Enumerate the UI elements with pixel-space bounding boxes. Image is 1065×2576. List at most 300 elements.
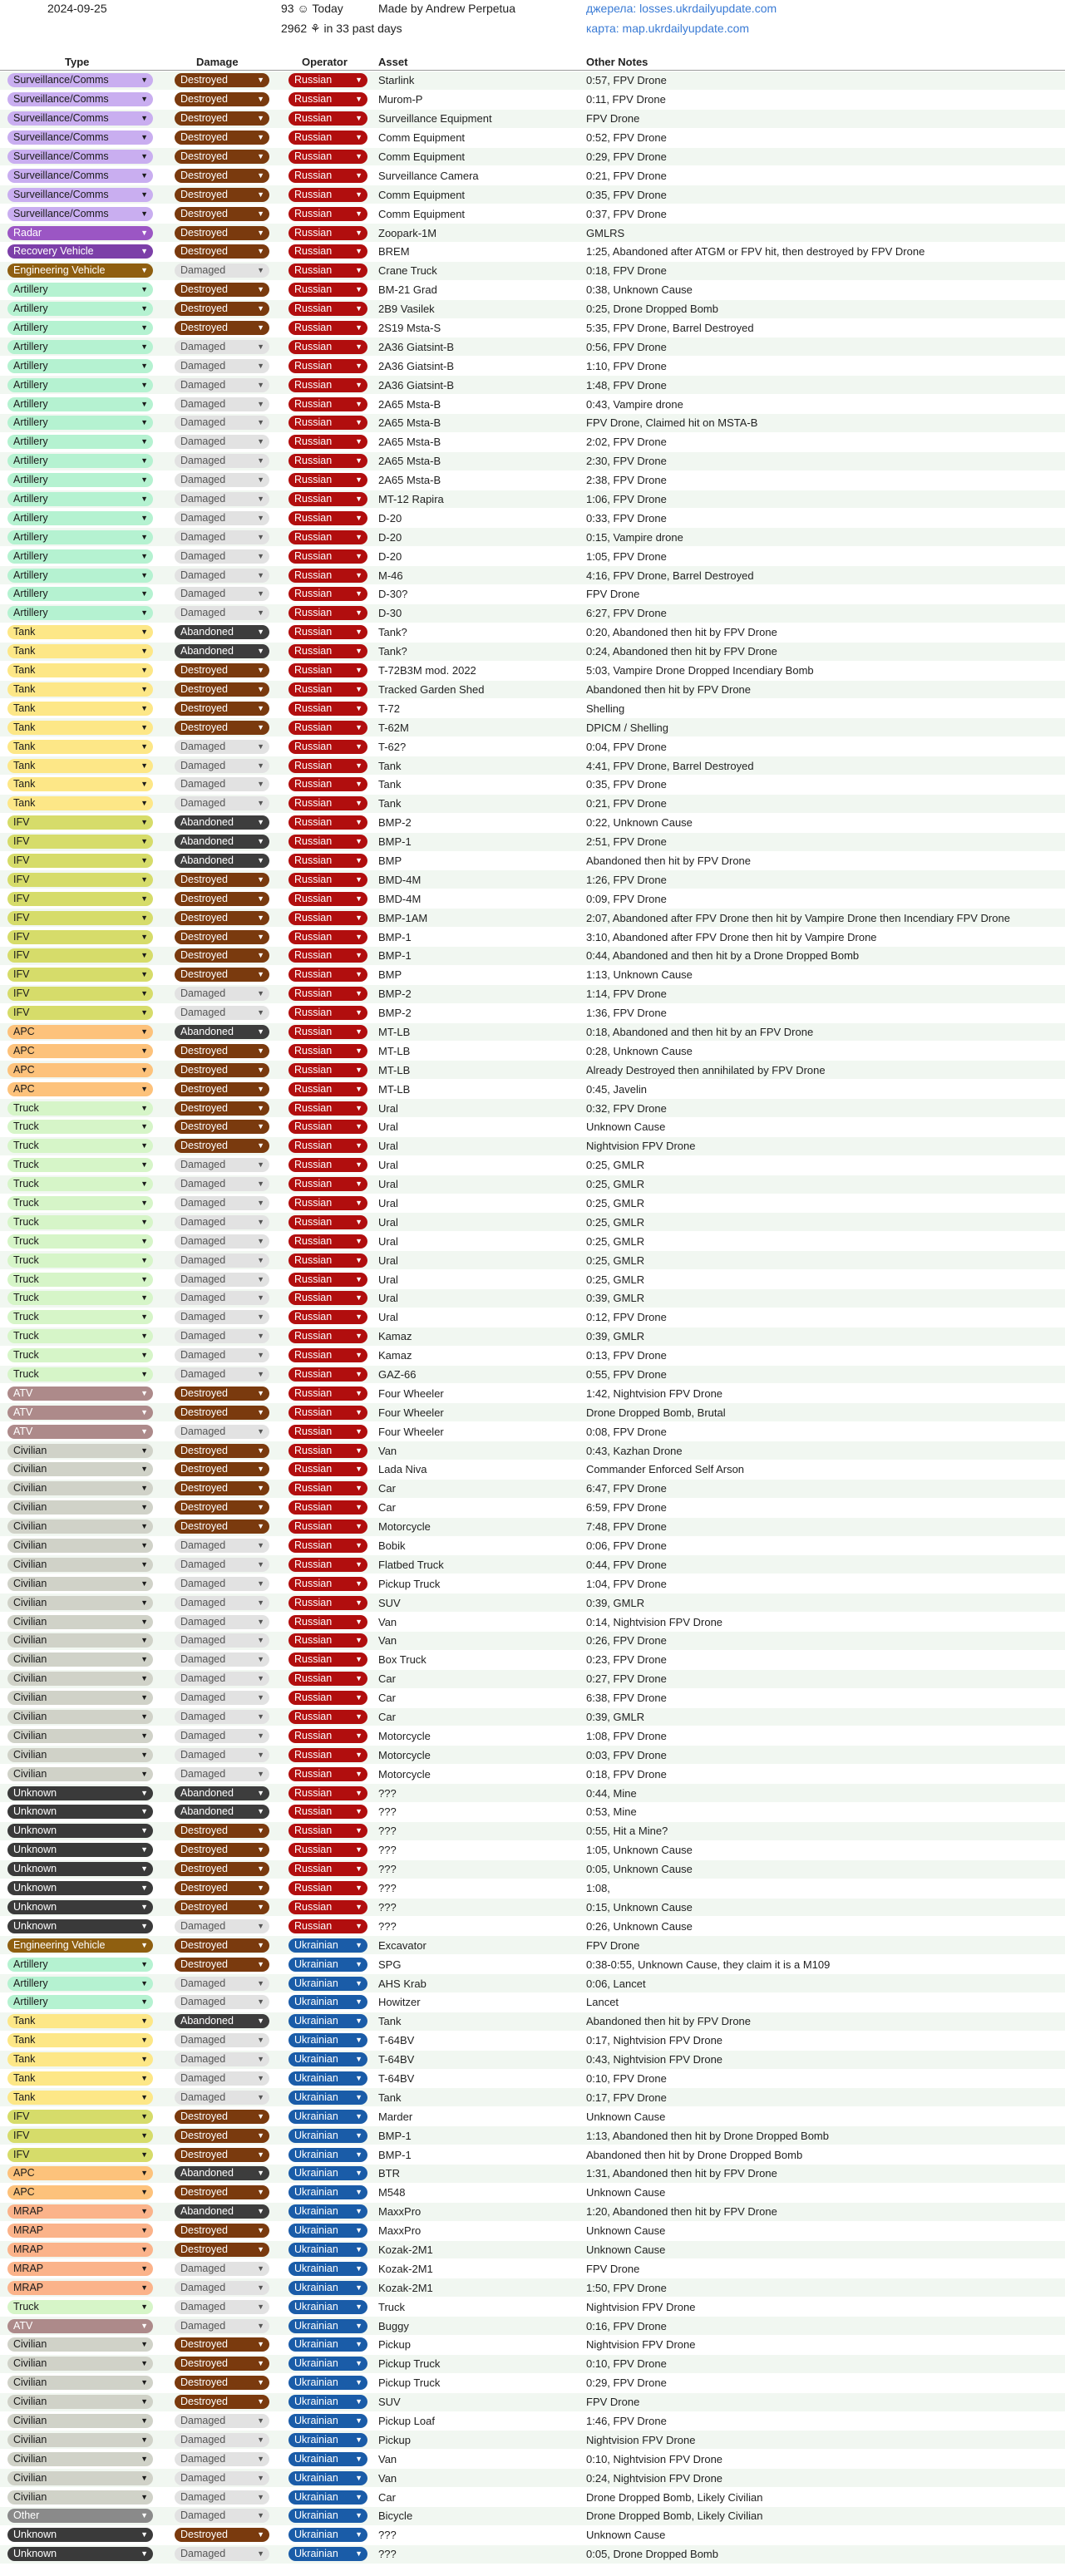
type-select[interactable]: [7, 2224, 153, 2238]
operator-select[interactable]: [288, 759, 367, 773]
operator-select[interactable]: [288, 1710, 367, 1724]
type-select[interactable]: [7, 987, 153, 1001]
damage-select[interactable]: [175, 2490, 269, 2505]
type-select[interactable]: [7, 1539, 153, 1553]
type-select[interactable]: [7, 1558, 153, 1572]
damage-select[interactable]: [175, 1234, 269, 1249]
type-select[interactable]: [7, 892, 153, 906]
operator-select[interactable]: [288, 492, 367, 506]
type-select[interactable]: [7, 302, 153, 316]
operator-select[interactable]: [288, 2509, 367, 2523]
type-select[interactable]: [7, 1158, 153, 1172]
operator-select[interactable]: [288, 2547, 367, 2561]
type-select[interactable]: [7, 1063, 153, 1077]
type-select[interactable]: [7, 1025, 153, 1039]
operator-select[interactable]: [288, 2452, 367, 2466]
operator-select[interactable]: [288, 1082, 367, 1096]
damage-select[interactable]: [175, 1672, 269, 1686]
operator-select[interactable]: [288, 1367, 367, 1382]
type-select[interactable]: [7, 721, 153, 735]
damage-select[interactable]: [175, 663, 269, 677]
operator-select[interactable]: [288, 1273, 367, 1287]
operator-select[interactable]: [288, 854, 367, 868]
damage-select[interactable]: [175, 587, 269, 601]
type-select[interactable]: [7, 169, 153, 183]
operator-select[interactable]: [288, 73, 367, 87]
damage-select[interactable]: [175, 1291, 269, 1305]
damage-select[interactable]: [175, 397, 269, 411]
damage-select[interactable]: [175, 2110, 269, 2124]
type-select[interactable]: [7, 111, 153, 126]
type-select[interactable]: [7, 1387, 153, 1401]
damage-select[interactable]: [175, 1101, 269, 1116]
damage-select[interactable]: [175, 892, 269, 906]
operator-select[interactable]: [288, 987, 367, 1001]
damage-select[interactable]: [175, 2014, 269, 2028]
damage-select[interactable]: [175, 796, 269, 810]
type-select[interactable]: [7, 2319, 153, 2333]
damage-select[interactable]: [175, 1082, 269, 1096]
type-select[interactable]: [7, 1691, 153, 1705]
operator-select[interactable]: [288, 1215, 367, 1229]
type-select[interactable]: [7, 2148, 153, 2162]
operator-select[interactable]: [288, 2433, 367, 2447]
damage-select[interactable]: [175, 1387, 269, 1401]
operator-select[interactable]: [288, 2224, 367, 2238]
type-select[interactable]: [7, 435, 153, 449]
operator-select[interactable]: [288, 1196, 367, 1210]
type-select[interactable]: [7, 1843, 153, 1857]
operator-select[interactable]: [288, 1786, 367, 1800]
type-select[interactable]: [7, 740, 153, 754]
operator-select[interactable]: [288, 740, 367, 754]
type-select[interactable]: [7, 131, 153, 145]
damage-select[interactable]: [175, 169, 269, 183]
operator-select[interactable]: [288, 1596, 367, 1610]
type-select[interactable]: [7, 777, 153, 791]
operator-select[interactable]: [288, 2185, 367, 2199]
damage-select[interactable]: [175, 1254, 269, 1268]
operator-select[interactable]: [288, 1519, 367, 1534]
damage-select[interactable]: [175, 1139, 269, 1153]
type-select[interactable]: [7, 2262, 153, 2276]
damage-select[interactable]: [175, 1691, 269, 1705]
type-select[interactable]: [7, 359, 153, 373]
type-select[interactable]: [7, 492, 153, 506]
type-select[interactable]: [7, 378, 153, 392]
type-select[interactable]: [7, 454, 153, 468]
type-select[interactable]: [7, 2110, 153, 2124]
operator-select[interactable]: [288, 1539, 367, 1553]
type-select[interactable]: [7, 930, 153, 944]
operator-select[interactable]: [288, 302, 367, 316]
operator-select[interactable]: [288, 702, 367, 716]
operator-select[interactable]: [288, 2071, 367, 2086]
type-select[interactable]: [7, 207, 153, 221]
operator-select[interactable]: [288, 2490, 367, 2505]
type-select[interactable]: [7, 663, 153, 677]
type-select[interactable]: [7, 968, 153, 982]
type-select[interactable]: [7, 1462, 153, 1476]
damage-select[interactable]: [175, 1633, 269, 1648]
operator-select[interactable]: [288, 2262, 367, 2276]
operator-select[interactable]: [288, 473, 367, 487]
operator-select[interactable]: [288, 1919, 367, 1933]
damage-select[interactable]: [175, 2204, 269, 2219]
type-select[interactable]: [7, 1196, 153, 1210]
type-select[interactable]: [7, 1425, 153, 1439]
operator-select[interactable]: [288, 264, 367, 278]
damage-select[interactable]: [175, 1843, 269, 1857]
type-select[interactable]: [7, 1291, 153, 1305]
type-select[interactable]: [7, 549, 153, 564]
damage-select[interactable]: [175, 359, 269, 373]
damage-select[interactable]: [175, 2300, 269, 2314]
type-select[interactable]: [7, 2281, 153, 2295]
damage-select[interactable]: [175, 948, 269, 963]
damage-select[interactable]: [175, 1805, 269, 1819]
operator-select[interactable]: [288, 549, 367, 564]
type-select[interactable]: [7, 92, 153, 106]
operator-select[interactable]: [288, 1406, 367, 1420]
operator-select[interactable]: [288, 2014, 367, 2028]
type-select[interactable]: [7, 1519, 153, 1534]
type-select[interactable]: [7, 1177, 153, 1191]
type-select[interactable]: [7, 2204, 153, 2219]
operator-select[interactable]: [288, 2337, 367, 2352]
type-select[interactable]: [7, 1919, 153, 1933]
damage-select[interactable]: [175, 1329, 269, 1343]
operator-select[interactable]: [288, 796, 367, 810]
type-select[interactable]: [7, 1444, 153, 1458]
operator-select[interactable]: [288, 2091, 367, 2105]
type-select[interactable]: [7, 1500, 153, 1515]
damage-select[interactable]: [175, 1120, 269, 1134]
operator-select[interactable]: [288, 1958, 367, 1972]
operator-select[interactable]: [288, 454, 367, 468]
damage-select[interactable]: [175, 854, 269, 868]
damage-select[interactable]: [175, 930, 269, 944]
operator-select[interactable]: [288, 873, 367, 887]
type-select[interactable]: [7, 1805, 153, 1819]
type-select[interactable]: [7, 1348, 153, 1362]
operator-select[interactable]: [288, 1805, 367, 1819]
type-select[interactable]: [7, 2129, 153, 2143]
damage-select[interactable]: [175, 530, 269, 544]
type-select[interactable]: [7, 2376, 153, 2390]
damage-select[interactable]: [175, 625, 269, 639]
damage-select[interactable]: [175, 264, 269, 278]
type-select[interactable]: [7, 2166, 153, 2180]
damage-select[interactable]: [175, 1881, 269, 1895]
damage-select[interactable]: [175, 1767, 269, 1781]
damage-select[interactable]: [175, 150, 269, 164]
damage-select[interactable]: [175, 873, 269, 887]
operator-select[interactable]: [288, 1120, 367, 1134]
type-select[interactable]: [7, 1633, 153, 1648]
operator-select[interactable]: [288, 283, 367, 297]
operator-select[interactable]: [288, 1900, 367, 1914]
type-select[interactable]: [7, 1958, 153, 1972]
damage-select[interactable]: [175, 244, 269, 259]
damage-select[interactable]: [175, 2414, 269, 2428]
damage-select[interactable]: [175, 1558, 269, 1572]
damage-select[interactable]: [175, 1539, 269, 1553]
type-select[interactable]: [7, 2337, 153, 2352]
damage-select[interactable]: [175, 1215, 269, 1229]
damage-select[interactable]: [175, 682, 269, 697]
operator-select[interactable]: [288, 511, 367, 525]
type-select[interactable]: [7, 1881, 153, 1895]
type-select[interactable]: [7, 606, 153, 620]
damage-select[interactable]: [175, 1938, 269, 1953]
type-select[interactable]: [7, 2185, 153, 2199]
operator-select[interactable]: [288, 1444, 367, 1458]
damage-select[interactable]: [175, 702, 269, 716]
operator-select[interactable]: [288, 1652, 367, 1667]
operator-select[interactable]: [288, 1672, 367, 1686]
type-select[interactable]: [7, 1862, 153, 1876]
type-select[interactable]: [7, 2300, 153, 2314]
operator-select[interactable]: [288, 1748, 367, 1762]
operator-select[interactable]: [288, 1234, 367, 1249]
damage-select[interactable]: [175, 1995, 269, 2009]
damage-select[interactable]: [175, 283, 269, 297]
damage-select[interactable]: [175, 569, 269, 583]
operator-select[interactable]: [288, 150, 367, 164]
damage-select[interactable]: [175, 777, 269, 791]
operator-select[interactable]: [288, 606, 367, 620]
operator-select[interactable]: [288, 1425, 367, 1439]
damage-select[interactable]: [175, 1652, 269, 1667]
damage-select[interactable]: [175, 2452, 269, 2466]
operator-select[interactable]: [288, 2357, 367, 2371]
damage-select[interactable]: [175, 378, 269, 392]
operator-select[interactable]: [288, 1044, 367, 1058]
operator-select[interactable]: [288, 1481, 367, 1495]
damage-select[interactable]: [175, 2528, 269, 2542]
damage-select[interactable]: [175, 2148, 269, 2162]
damage-select[interactable]: [175, 188, 269, 202]
damage-select[interactable]: [175, 2129, 269, 2143]
damage-select[interactable]: [175, 1425, 269, 1439]
damage-select[interactable]: [175, 2509, 269, 2523]
type-select[interactable]: [7, 625, 153, 639]
damage-select[interactable]: [175, 73, 269, 87]
operator-select[interactable]: [288, 835, 367, 849]
damage-select[interactable]: [175, 1025, 269, 1039]
operator-select[interactable]: [288, 1177, 367, 1191]
operator-select[interactable]: [288, 416, 367, 430]
operator-select[interactable]: [288, 226, 367, 240]
operator-select[interactable]: [288, 2243, 367, 2257]
type-select[interactable]: [7, 226, 153, 240]
type-select[interactable]: [7, 1729, 153, 1743]
operator-select[interactable]: [288, 569, 367, 583]
damage-select[interactable]: [175, 2071, 269, 2086]
type-select[interactable]: [7, 1329, 153, 1343]
operator-select[interactable]: [288, 2319, 367, 2333]
damage-select[interactable]: [175, 2471, 269, 2485]
damage-select[interactable]: [175, 549, 269, 564]
type-select[interactable]: [7, 1748, 153, 1762]
operator-select[interactable]: [288, 644, 367, 658]
operator-select[interactable]: [288, 1577, 367, 1591]
damage-select[interactable]: [175, 2243, 269, 2257]
type-select[interactable]: [7, 1786, 153, 1800]
operator-select[interactable]: [288, 2281, 367, 2295]
damage-select[interactable]: [175, 473, 269, 487]
type-select[interactable]: [7, 682, 153, 697]
type-select[interactable]: [7, 1006, 153, 1020]
operator-select[interactable]: [288, 911, 367, 925]
operator-select[interactable]: [288, 1824, 367, 1838]
type-select[interactable]: [7, 150, 153, 164]
damage-select[interactable]: [175, 1006, 269, 1020]
type-select[interactable]: [7, 2490, 153, 2505]
damage-select[interactable]: [175, 1500, 269, 1515]
operator-select[interactable]: [288, 663, 367, 677]
type-select[interactable]: [7, 1938, 153, 1953]
type-select[interactable]: [7, 1596, 153, 1610]
operator-select[interactable]: [288, 397, 367, 411]
type-select[interactable]: [7, 1215, 153, 1229]
operator-select[interactable]: [288, 1387, 367, 1401]
type-select[interactable]: [7, 835, 153, 849]
operator-select[interactable]: [288, 244, 367, 259]
type-select[interactable]: [7, 1824, 153, 1838]
damage-select[interactable]: [175, 1615, 269, 1629]
operator-select[interactable]: [288, 968, 367, 982]
damage-select[interactable]: [175, 2319, 269, 2333]
damage-select[interactable]: [175, 1063, 269, 1077]
damage-select[interactable]: [175, 435, 269, 449]
damage-select[interactable]: [175, 2281, 269, 2295]
type-select[interactable]: [7, 1120, 153, 1134]
operator-select[interactable]: [288, 948, 367, 963]
damage-select[interactable]: [175, 2052, 269, 2066]
type-select[interactable]: [7, 1672, 153, 1686]
type-select[interactable]: [7, 2452, 153, 2466]
type-select[interactable]: [7, 1082, 153, 1096]
damage-select[interactable]: [175, 2091, 269, 2105]
operator-select[interactable]: [288, 2528, 367, 2542]
damage-select[interactable]: [175, 1158, 269, 1172]
type-select[interactable]: [7, 2243, 153, 2257]
damage-select[interactable]: [175, 302, 269, 316]
operator-select[interactable]: [288, 2204, 367, 2219]
type-select[interactable]: [7, 340, 153, 354]
damage-select[interactable]: [175, 111, 269, 126]
type-select[interactable]: [7, 873, 153, 887]
operator-select[interactable]: [288, 1977, 367, 1991]
damage-select[interactable]: [175, 606, 269, 620]
type-select[interactable]: [7, 1710, 153, 1724]
operator-select[interactable]: [288, 2166, 367, 2180]
type-select[interactable]: [7, 911, 153, 925]
operator-select[interactable]: [288, 2033, 367, 2047]
damage-select[interactable]: [175, 2166, 269, 2180]
type-select[interactable]: [7, 1406, 153, 1420]
type-select[interactable]: [7, 2509, 153, 2523]
operator-select[interactable]: [288, 1938, 367, 1953]
operator-select[interactable]: [288, 321, 367, 335]
type-select[interactable]: [7, 1273, 153, 1287]
operator-select[interactable]: [288, 169, 367, 183]
damage-select[interactable]: [175, 1824, 269, 1838]
type-select[interactable]: [7, 587, 153, 601]
operator-select[interactable]: [288, 1025, 367, 1039]
operator-select[interactable]: [288, 1843, 367, 1857]
damage-select[interactable]: [175, 1900, 269, 1914]
type-select[interactable]: [7, 796, 153, 810]
type-select[interactable]: [7, 644, 153, 658]
operator-select[interactable]: [288, 777, 367, 791]
damage-select[interactable]: [175, 321, 269, 335]
type-select[interactable]: [7, 1139, 153, 1153]
operator-select[interactable]: [288, 1101, 367, 1116]
damage-select[interactable]: [175, 2033, 269, 2047]
operator-select[interactable]: [288, 2471, 367, 2485]
damage-select[interactable]: [175, 2185, 269, 2199]
damage-select[interactable]: [175, 1596, 269, 1610]
type-select[interactable]: [7, 815, 153, 830]
operator-select[interactable]: [288, 207, 367, 221]
type-select[interactable]: [7, 2071, 153, 2086]
damage-select[interactable]: [175, 2376, 269, 2390]
type-select[interactable]: [7, 1254, 153, 1268]
operator-select[interactable]: [288, 435, 367, 449]
damage-select[interactable]: [175, 968, 269, 982]
type-select[interactable]: [7, 2033, 153, 2047]
damage-select[interactable]: [175, 92, 269, 106]
operator-select[interactable]: [288, 340, 367, 354]
damage-select[interactable]: [175, 644, 269, 658]
type-select[interactable]: [7, 473, 153, 487]
operator-select[interactable]: [288, 587, 367, 601]
damage-select[interactable]: [175, 207, 269, 221]
type-select[interactable]: [7, 702, 153, 716]
type-select[interactable]: [7, 244, 153, 259]
operator-select[interactable]: [288, 1348, 367, 1362]
damage-select[interactable]: [175, 1044, 269, 1058]
damage-select[interactable]: [175, 1729, 269, 1743]
damage-select[interactable]: [175, 416, 269, 430]
damage-select[interactable]: [175, 2337, 269, 2352]
type-select[interactable]: [7, 2052, 153, 2066]
type-select[interactable]: [7, 530, 153, 544]
type-select[interactable]: [7, 416, 153, 430]
damage-select[interactable]: [175, 815, 269, 830]
damage-select[interactable]: [175, 1367, 269, 1382]
operator-select[interactable]: [288, 2414, 367, 2428]
type-select[interactable]: [7, 1234, 153, 1249]
type-select[interactable]: [7, 759, 153, 773]
damage-select[interactable]: [175, 2224, 269, 2238]
operator-select[interactable]: [288, 1633, 367, 1648]
type-select[interactable]: [7, 2395, 153, 2409]
type-select[interactable]: [7, 1310, 153, 1324]
operator-select[interactable]: [288, 92, 367, 106]
damage-select[interactable]: [175, 2357, 269, 2371]
damage-select[interactable]: [175, 759, 269, 773]
operator-select[interactable]: [288, 1139, 367, 1153]
operator-select[interactable]: [288, 2052, 367, 2066]
type-select[interactable]: [7, 264, 153, 278]
operator-select[interactable]: [288, 2395, 367, 2409]
type-select[interactable]: [7, 2433, 153, 2447]
damage-select[interactable]: [175, 511, 269, 525]
